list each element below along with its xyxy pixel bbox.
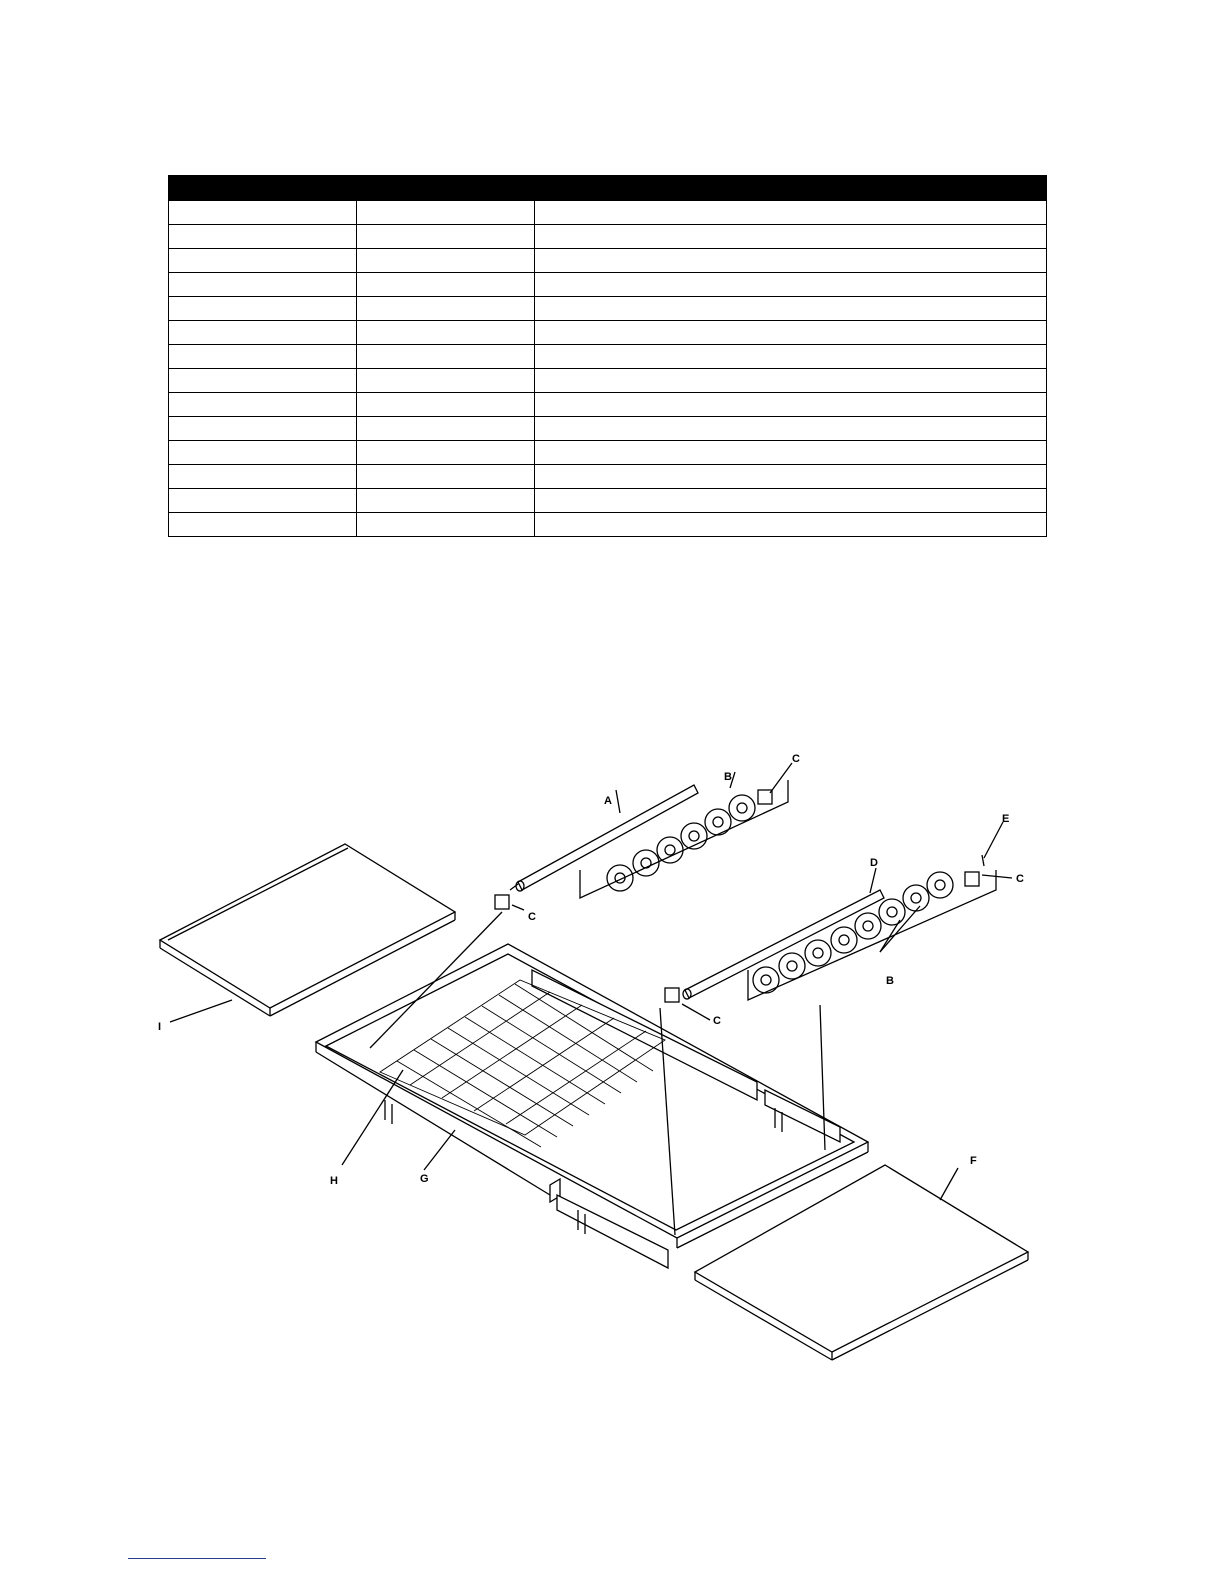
callout-b-lower: B [886,975,894,987]
table-cell [169,465,357,489]
exploded-parts-diagram [120,690,1080,1410]
header-cell [357,176,535,201]
parts-table [168,175,1047,537]
table-cell [169,441,357,465]
table-header-row [169,176,1047,201]
table-cell [535,297,1047,321]
table-cell [357,369,535,393]
table-row [169,369,1047,393]
table-cell [535,201,1047,225]
header-cell [169,176,357,201]
table-row [169,465,1047,489]
table-cell [357,273,535,297]
table-cell [169,369,357,393]
callout-d: D [870,857,878,869]
table-cell [357,441,535,465]
table-row [169,273,1047,297]
table-row [169,201,1047,225]
table-row [169,297,1047,321]
table-cell [169,393,357,417]
table-cell [535,417,1047,441]
table-row [169,417,1047,441]
header-cell [535,176,1047,201]
table-body [169,201,1047,537]
callout-a: A [604,795,612,807]
callout-f: F [970,1155,977,1167]
table-row [169,321,1047,345]
table-row [169,393,1047,417]
table-cell [169,513,357,537]
table-cell [169,225,357,249]
part-b-gears-upper [607,795,755,891]
callout-c-right: C [1016,873,1024,885]
table-cell [357,249,535,273]
table-row [169,249,1047,273]
callout-h: H [330,1175,338,1187]
table-cell [169,417,357,441]
table-cell [357,345,535,369]
table-cell [535,249,1047,273]
part-c-bearing-left [495,895,524,910]
callout-i: I [158,1021,162,1033]
table-cell [535,465,1047,489]
table-cell [535,441,1047,465]
table-cell [357,417,535,441]
callout-e: E [1002,813,1010,825]
footer-rule [128,1558,266,1559]
table-row [169,513,1047,537]
callout-c-lower: C [713,1015,721,1027]
table-cell [169,249,357,273]
table-cell [535,321,1047,345]
table-cell [169,297,357,321]
part-e-pin [982,822,1003,866]
table-cell [357,489,535,513]
table-cell [535,369,1047,393]
table-cell [535,489,1047,513]
table-cell [535,345,1047,369]
table-cell [535,393,1047,417]
table-cell [357,225,535,249]
part-b-gears-lower [753,872,953,993]
table-row [169,489,1047,513]
table-cell [169,489,357,513]
table-cell [535,225,1047,249]
callout-c-left: C [528,911,536,923]
part-i-panel [160,844,455,1016]
main-frame [316,944,868,1268]
table-cell [535,273,1047,297]
table-cell [169,201,357,225]
table-cell [535,513,1047,537]
table-row [169,225,1047,249]
part-gh-grid [380,980,665,1147]
callout-b-upper: B [724,771,732,783]
table-row [169,345,1047,369]
table-cell [169,345,357,369]
callout-c-upper: C [792,753,800,765]
table-row [169,441,1047,465]
table-cell [357,321,535,345]
part-c-bearing-right [965,872,1012,886]
table-cell [357,297,535,321]
table-cell [357,201,535,225]
table-cell [357,393,535,417]
callout-g: G [420,1173,429,1185]
table-cell [169,321,357,345]
part-f-panel [695,1165,1028,1360]
table-cell [169,273,357,297]
part-c-bearing-upper [758,763,792,804]
table-cell [357,465,535,489]
table-cell [357,513,535,537]
